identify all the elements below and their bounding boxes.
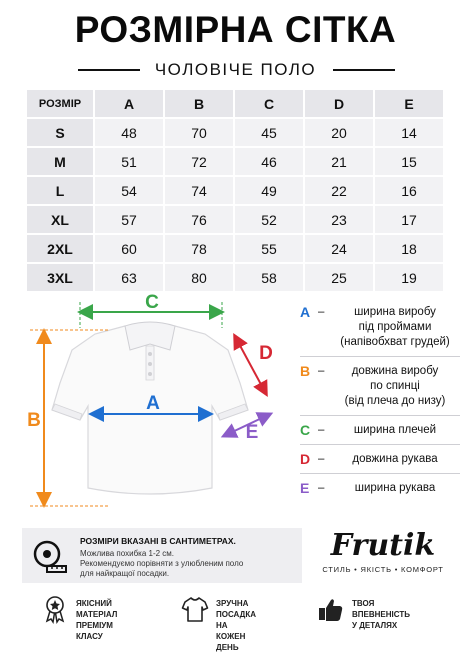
feature-line: ЗРУЧНА ПОСАДКА <box>216 599 256 619</box>
measurement-legend <box>300 305 460 496</box>
size-cell: L <box>27 177 93 204</box>
value-cell: 63 <box>95 264 163 291</box>
legend-letter: E <box>300 480 310 496</box>
brand-name: Frutik <box>330 528 436 563</box>
polo-illustration <box>0 288 300 518</box>
note-line: для найкращої посадки. <box>80 569 170 578</box>
legend-text: ширина плечей <box>353 424 437 436</box>
measure-a-label: A <box>146 393 160 414</box>
note-title: РОЗМІРИ ВКАЗАНІ В САНТИМЕТРАХ. <box>80 536 236 546</box>
table-header-row <box>27 90 443 117</box>
legend-letter: D <box>300 451 311 467</box>
feature-line: У ДЕТАЛЯХ <box>352 621 398 630</box>
tshirt-icon <box>182 595 208 623</box>
feature-text <box>352 598 410 631</box>
value-cell: 52 <box>235 206 303 233</box>
value-cell: 78 <box>165 235 233 262</box>
value-cell: 21 <box>305 148 373 175</box>
legend-line: під проймами <box>358 321 432 333</box>
note-line: Рекомендуємо порівняти з улюбленим поло <box>80 559 244 568</box>
column-header: B <box>165 90 233 117</box>
legend-divider <box>300 415 460 416</box>
size-cell: XL <box>27 206 93 233</box>
award-icon <box>42 595 68 623</box>
column-header: C <box>235 90 303 117</box>
value-cell: 57 <box>95 206 163 233</box>
table-row <box>27 206 443 233</box>
feature-line: НА КОЖЕН ДЕНЬ <box>216 621 246 652</box>
table-row <box>27 148 443 175</box>
value-cell: 76 <box>165 206 233 233</box>
value-cell: 17 <box>375 206 443 233</box>
brand-logo <box>318 528 448 574</box>
measure-d-label: D <box>259 343 273 364</box>
value-cell: 20 <box>305 119 373 146</box>
value-cell: 14 <box>375 119 443 146</box>
value-cell: 23 <box>305 206 373 233</box>
legend-item-e <box>300 481 460 496</box>
value-cell: 25 <box>305 264 373 291</box>
measuring-tape-icon <box>32 538 70 574</box>
legend-dash: – <box>318 482 325 494</box>
size-table <box>25 88 445 293</box>
measure-c-label: C <box>145 292 159 313</box>
subtitle-row <box>0 60 471 80</box>
value-cell: 45 <box>235 119 303 146</box>
page-title: РОЗМІРНА СІТКА <box>74 9 397 50</box>
legend-dash: – <box>318 453 325 465</box>
legend-dash: – <box>318 424 325 436</box>
measure-e-label: E <box>245 422 259 443</box>
legend-divider <box>300 473 460 474</box>
legend-dash: – <box>318 365 325 377</box>
thumbs-up-icon <box>318 595 344 623</box>
page-subtitle: ЧОЛОВІЧЕ ПОЛО <box>154 60 317 79</box>
legend-letter: A <box>300 304 311 320</box>
size-cell: 3XL <box>27 264 93 291</box>
subtitle-divider-right <box>333 69 395 71</box>
value-cell: 46 <box>235 148 303 175</box>
value-cell: 15 <box>375 148 443 175</box>
legend-line: ширина виробу <box>354 306 436 318</box>
value-cell: 55 <box>235 235 303 262</box>
table-row <box>27 177 443 204</box>
legend-item-c <box>300 423 460 438</box>
legend-letter: B <box>300 363 311 379</box>
size-cell: S <box>27 119 93 146</box>
legend-line: довжина виробу <box>351 365 439 377</box>
column-header: E <box>375 90 443 117</box>
value-cell: 19 <box>375 264 443 291</box>
legend-text <box>330 364 460 409</box>
table-row <box>27 264 443 291</box>
value-cell: 54 <box>95 177 163 204</box>
legend-item-a <box>300 305 460 350</box>
size-cell: 2XL <box>27 235 93 262</box>
legend-line: по спинці <box>370 380 420 392</box>
feature-line: ПРЕМІУМ КЛАСУ <box>76 621 113 641</box>
size-cell: M <box>27 148 93 175</box>
column-header: D <box>305 90 373 117</box>
table-row <box>27 235 443 262</box>
legend-divider <box>300 356 460 357</box>
legend-text <box>330 305 460 350</box>
value-cell: 74 <box>165 177 233 204</box>
value-cell: 51 <box>95 148 163 175</box>
legend-text: довжина рукава <box>352 453 438 465</box>
feature-text <box>216 598 256 653</box>
value-cell: 24 <box>305 235 373 262</box>
value-cell: 70 <box>165 119 233 146</box>
value-cell: 16 <box>375 177 443 204</box>
polo-diagram <box>0 288 300 518</box>
value-cell: 60 <box>95 235 163 262</box>
note-line: Можлива похибка 1-2 см. <box>80 549 175 558</box>
feature-text <box>76 598 117 642</box>
column-header: A <box>95 90 163 117</box>
legend-dash: – <box>318 306 325 318</box>
legend-text: ширина рукава <box>354 482 436 494</box>
measurement-note <box>22 528 302 583</box>
value-cell: 80 <box>165 264 233 291</box>
feature-line: ЯКІСНИЙ МАТЕРІАЛ <box>76 599 118 619</box>
legend-letter: C <box>300 422 311 438</box>
value-cell: 22 <box>305 177 373 204</box>
brand-tagline: СТИЛЬ • ЯКІСТЬ • КОМФОРТ <box>322 565 444 574</box>
value-cell: 48 <box>95 119 163 146</box>
feature-line: ТВОЯ ВПЕВНЕНІСТЬ <box>352 599 410 619</box>
measure-b-label: B <box>27 410 41 431</box>
legend-divider <box>300 444 460 445</box>
value-cell: 49 <box>235 177 303 204</box>
legend-line: (від плеча до низу) <box>344 395 446 407</box>
value-cell: 58 <box>235 264 303 291</box>
legend-line: (напівобхват грудей) <box>340 336 450 348</box>
legend-item-d <box>300 452 460 467</box>
value-cell: 72 <box>165 148 233 175</box>
value-cell: 18 <box>375 235 443 262</box>
table-row <box>27 119 443 146</box>
column-header: РОЗМІР <box>27 90 93 117</box>
legend-item-b <box>300 364 460 409</box>
